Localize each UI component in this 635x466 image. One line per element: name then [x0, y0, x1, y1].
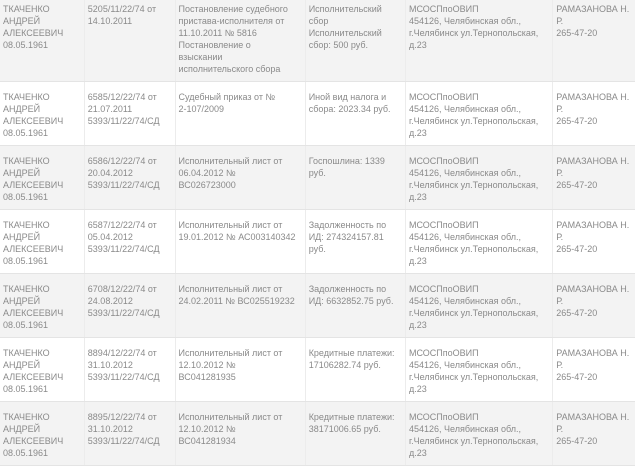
- enforcement-document-line: 19.01.2012 № АС003140342: [178, 232, 296, 242]
- bailiff-department-cell: [406, 274, 553, 338]
- bailiff-department-line: д.23: [409, 256, 427, 266]
- enforcement-document-line: Исполнительный лист от: [178, 220, 283, 230]
- proceeding-number-line: 5205/11/22/74 от: [87, 4, 157, 14]
- bailiff-department-line: МСОСПпоОВИП: [409, 348, 479, 358]
- subject-amount-line: Иной вид налога и: [308, 92, 387, 102]
- subject-amount-line: 17106282.74 руб.: [308, 360, 381, 370]
- enforcement-document-cell: [175, 0, 305, 82]
- bailiff-contact-line: 265-47-20: [556, 116, 598, 126]
- bailiff-department-line: г.Челябинск ул.Тернопольская,: [409, 436, 539, 446]
- bailiff-department-line: МСОСПпоОВИП: [409, 92, 479, 102]
- table-row: [0, 274, 635, 338]
- enforcement-document-cell: [175, 338, 305, 402]
- debtor-line: АЛЕКСЕЕВИЧ: [3, 372, 64, 382]
- table-row: [0, 0, 635, 82]
- enforcement-document-line: 2-107/2009: [178, 104, 225, 114]
- table-row: [0, 210, 635, 274]
- subject-amount-line: Исполнительский: [308, 28, 382, 38]
- bailiff-contact-line: 265-47-20: [556, 308, 598, 318]
- enforcement-document-line: пристава-исполнителя от: [178, 16, 285, 26]
- bailiff-contact-line: 265-47-20: [556, 372, 598, 382]
- bailiff-contact-line: Р.: [556, 232, 564, 242]
- proceeding-number-line: 24.08.2012: [87, 296, 133, 306]
- bailiff-department-cell: [406, 0, 553, 82]
- bailiff-contact-line: Р.: [556, 424, 564, 434]
- enforcement-document-line: 11.10.2011 № 5816: [178, 28, 257, 38]
- enforcement-document-cell: [175, 274, 305, 338]
- bailiff-department-line: МСОСПпоОВИП: [409, 4, 479, 14]
- bailiff-contact-line: РАМАЗАНОВА Н.: [556, 348, 630, 358]
- bailiff-department-line: д.23: [409, 128, 427, 138]
- bailiff-contact-line: РАМАЗАНОВА Н.: [556, 92, 630, 102]
- bailiff-contact-cell: [553, 0, 635, 82]
- proceeding-number-line: 5393/11/22/74/СД: [87, 180, 160, 190]
- enforcement-document-line: Исполнительный лист от: [178, 284, 283, 294]
- bailiff-department-line: д.23: [409, 320, 427, 330]
- subject-amount-cell: [305, 210, 405, 274]
- bailiff-contact-line: РАМАЗАНОВА Н.: [556, 412, 630, 422]
- proceeding-number-cell: [84, 402, 175, 466]
- bailiff-department-line: 454126, Челябинская обл.,: [409, 168, 522, 178]
- bailiff-department-line: г.Челябинск ул.Тернопольская,: [409, 180, 539, 190]
- proceeding-number-cell: [84, 210, 175, 274]
- subject-amount-line: Задолженность по: [308, 284, 387, 294]
- bailiff-contact-line: РАМАЗАНОВА Н.: [556, 220, 630, 230]
- subject-amount-line: Кредитные платежи:: [308, 348, 395, 358]
- bailiff-department-line: д.23: [409, 40, 427, 50]
- debtor-line: АНДРЕЙ: [3, 168, 41, 178]
- debtor-line: 08.05.1961: [3, 448, 49, 458]
- bailiff-department-line: МСОСПпоОВИП: [409, 284, 479, 294]
- debtor-cell: [0, 274, 84, 338]
- debtor-line: ТКАЧЕНКО: [3, 92, 50, 102]
- proceeding-number-cell: [84, 82, 175, 146]
- debtor-line: ТКАЧЕНКО: [3, 348, 50, 358]
- enforcement-document-line: Исполнительный лист от: [178, 412, 283, 422]
- bailiff-contact-line: Р.: [556, 104, 564, 114]
- debtor-line: 08.05.1961: [3, 128, 49, 138]
- debtor-line: АНДРЕЙ: [3, 16, 41, 26]
- proceeding-number-cell: [84, 338, 175, 402]
- bailiff-department-line: МСОСПпоОВИП: [409, 412, 479, 422]
- bailiff-contact-cell: [553, 274, 635, 338]
- proceeding-number-cell: [84, 274, 175, 338]
- bailiff-contact-line: 265-47-20: [556, 436, 598, 446]
- bailiff-department-line: 454126, Челябинская обл.,: [409, 232, 522, 242]
- bailiff-department-line: д.23: [409, 384, 427, 394]
- bailiff-department-line: 454126, Челябинская обл.,: [409, 296, 522, 306]
- enforcement-document-line: исполнительского сбора: [178, 64, 281, 74]
- bailiff-department-line: 454126, Челябинская обл.,: [409, 424, 522, 434]
- debtor-line: 08.05.1961: [3, 40, 49, 50]
- debtor-cell: [0, 210, 84, 274]
- debtor-line: ТКАЧЕНКО: [3, 4, 50, 14]
- debtor-line: ТКАЧЕНКО: [3, 220, 50, 230]
- subject-amount-cell: [305, 274, 405, 338]
- bailiff-department-line: г.Челябинск ул.Тернопольская,: [409, 244, 539, 254]
- bailiff-contact-cell: [553, 338, 635, 402]
- subject-amount-cell: [305, 402, 405, 466]
- table-row: [0, 402, 635, 466]
- bailiff-department-line: д.23: [409, 192, 427, 202]
- bailiff-department-line: г.Челябинск ул.Тернопольская,: [409, 372, 539, 382]
- proceeding-number-line: 5393/11/22/74/СД: [87, 436, 160, 446]
- enforcement-document-cell: [175, 402, 305, 466]
- bailiff-department-cell: [406, 82, 553, 146]
- proceeding-number-line: 5393/11/22/74/СД: [87, 116, 160, 126]
- proceeding-number-line: 6587/12/22/74 от: [87, 220, 157, 230]
- bailiff-department-cell: [406, 210, 553, 274]
- bailiff-contact-line: РАМАЗАНОВА Н.: [556, 4, 630, 14]
- debtor-line: АНДРЕЙ: [3, 104, 41, 114]
- enforcement-document-line: Постановление о: [178, 40, 251, 50]
- subject-amount-cell: [305, 0, 405, 82]
- debtor-line: ТКАЧЕНКО: [3, 284, 50, 294]
- enforcement-document-line: 12.10.2012 №: [178, 424, 236, 434]
- debtor-line: АЛЕКСЕЕВИЧ: [3, 28, 64, 38]
- subject-amount-line: Исполнительский: [308, 4, 382, 14]
- subject-amount-line: сбор: 500 руб.: [308, 40, 369, 50]
- proceeding-number-line: 14.10.2011: [87, 16, 133, 26]
- proceeding-number-line: 5393/11/22/74/СД: [87, 244, 160, 254]
- table-row: [0, 338, 635, 402]
- proceeding-number-line: 6708/12/22/74 от: [87, 284, 157, 294]
- table-row: [0, 82, 635, 146]
- table-row: [0, 146, 635, 210]
- enforcement-document-line: Исполнительный лист от: [178, 348, 283, 358]
- bailiff-department-cell: [406, 146, 553, 210]
- bailiff-contact-line: Р.: [556, 16, 564, 26]
- bailiff-department-line: д.23: [409, 448, 427, 458]
- debtor-line: АНДРЕЙ: [3, 424, 41, 434]
- debtor-line: 08.05.1961: [3, 256, 49, 266]
- proceeding-number-line: 05.04.2012: [87, 232, 133, 242]
- debtor-cell: [0, 146, 84, 210]
- debtor-line: АНДРЕЙ: [3, 232, 41, 242]
- proceeding-number-line: 8895/12/22/74 от: [87, 412, 157, 422]
- bailiff-contact-cell: [553, 402, 635, 466]
- subject-amount-cell: [305, 146, 405, 210]
- enforcement-document-line: Постановление судебного: [178, 4, 288, 14]
- enforcement-document-line: 06.04.2012 №: [178, 168, 236, 178]
- proceeding-number-line: 31.10.2012: [87, 360, 133, 370]
- bailiff-contact-cell: [553, 82, 635, 146]
- bailiff-contact-line: 265-47-20: [556, 244, 598, 254]
- debtor-line: 08.05.1961: [3, 192, 49, 202]
- enforcement-document-line: ВС041281935: [178, 372, 236, 382]
- debtor-cell: [0, 82, 84, 146]
- proceeding-number-line: 8894/12/22/74 от: [87, 348, 157, 358]
- bailiff-contact-line: РАМАЗАНОВА Н.: [556, 284, 630, 294]
- enforcement-document-cell: [175, 146, 305, 210]
- enforcement-document-line: взыскании: [178, 52, 223, 62]
- subject-amount-line: ИД: 274324157.81: [308, 232, 384, 242]
- bailiff-department-cell: [406, 402, 553, 466]
- bailiff-department-line: 454126, Челябинская обл.,: [409, 360, 522, 370]
- debtor-line: АНДРЕЙ: [3, 360, 41, 370]
- debtor-line: АЛЕКСЕЕВИЧ: [3, 436, 64, 446]
- enforcement-document-cell: [175, 210, 305, 274]
- enforcement-document-line: ВС041281934: [178, 436, 236, 446]
- bailiff-department-line: 454126, Челябинская обл.,: [409, 16, 522, 26]
- bailiff-contact-line: 265-47-20: [556, 180, 598, 190]
- subject-amount-line: Госпошлина: 1339: [308, 156, 385, 166]
- proceeding-number-line: 31.10.2012: [87, 424, 133, 434]
- bailiff-department-line: г.Челябинск ул.Тернопольская,: [409, 28, 539, 38]
- enforcement-document-line: ВС026723000: [178, 180, 236, 190]
- subject-amount-line: сбор: [308, 16, 329, 26]
- bailiff-contact-line: Р.: [556, 360, 564, 370]
- bailiff-department-cell: [406, 338, 553, 402]
- enforcement-document-line: Исполнительный лист от: [178, 156, 283, 166]
- bailiff-department-line: г.Челябинск ул.Тернопольская,: [409, 116, 539, 126]
- proceeding-number-line: 6585/12/22/74 от: [87, 92, 157, 102]
- bailiff-contact-line: Р.: [556, 296, 564, 306]
- subject-amount-line: ИД: 6632852.75 руб.: [308, 296, 394, 306]
- bailiff-contact-line: 265-47-20: [556, 28, 598, 38]
- bailiff-department-line: г.Челябинск ул.Тернопольская,: [409, 308, 539, 318]
- debtor-cell: [0, 338, 84, 402]
- proceeding-number-line: 20.04.2012: [87, 168, 133, 178]
- debtor-line: АЛЕКСЕЕВИЧ: [3, 116, 64, 126]
- subject-amount-line: Задолженность по: [308, 220, 387, 230]
- subject-amount-line: Кредитные платежи:: [308, 412, 395, 422]
- subject-amount-line: 38171006.65 руб.: [308, 424, 381, 434]
- proceeding-number-cell: [84, 146, 175, 210]
- proceeding-number-line: 6586/12/22/74 от: [87, 156, 157, 166]
- debtor-cell: [0, 402, 84, 466]
- debtor-cell: [0, 0, 84, 82]
- subject-amount-cell: [305, 82, 405, 146]
- debtor-line: АЛЕКСЕЕВИЧ: [3, 244, 64, 254]
- debtor-line: АЛЕКСЕЕВИЧ: [3, 308, 64, 318]
- enforcement-document-line: 12.10.2012 №: [178, 360, 236, 370]
- bailiff-contact-line: РАМАЗАНОВА Н.: [556, 156, 630, 166]
- bailiff-department-line: МСОСПпоОВИП: [409, 220, 479, 230]
- subject-amount-line: сбора: 2023.34 руб.: [308, 104, 391, 114]
- proceeding-number-line: 21.07.2011: [87, 104, 133, 114]
- proceeding-number-line: 5393/11/22/74/СД: [87, 308, 160, 318]
- debtor-line: ТКАЧЕНКО: [3, 412, 50, 422]
- enforcement-document-cell: [175, 82, 305, 146]
- bailiff-department-line: МСОСПпоОВИП: [409, 156, 479, 166]
- subject-amount-cell: [305, 338, 405, 402]
- enforcement-document-line: Судебный приказ от №: [178, 92, 276, 102]
- debtor-line: АЛЕКСЕЕВИЧ: [3, 180, 64, 190]
- bailiff-contact-cell: [553, 210, 635, 274]
- debtor-line: 08.05.1961: [3, 320, 49, 330]
- subject-amount-line: руб.: [308, 168, 326, 178]
- bailiff-department-line: 454126, Челябинская обл.,: [409, 104, 522, 114]
- bailiff-contact-cell: [553, 146, 635, 210]
- proceeding-number-line: 5393/11/22/74/СД: [87, 372, 160, 382]
- subject-amount-line: руб.: [308, 244, 326, 254]
- debtor-line: 08.05.1961: [3, 384, 49, 394]
- debtor-line: АНДРЕЙ: [3, 296, 41, 306]
- enforcement-document-line: 24.02.2011 № ВС025519232: [178, 296, 295, 306]
- proceeding-number-cell: [84, 0, 175, 82]
- bailiff-contact-line: Р.: [556, 168, 564, 178]
- debtor-line: ТКАЧЕНКО: [3, 156, 50, 166]
